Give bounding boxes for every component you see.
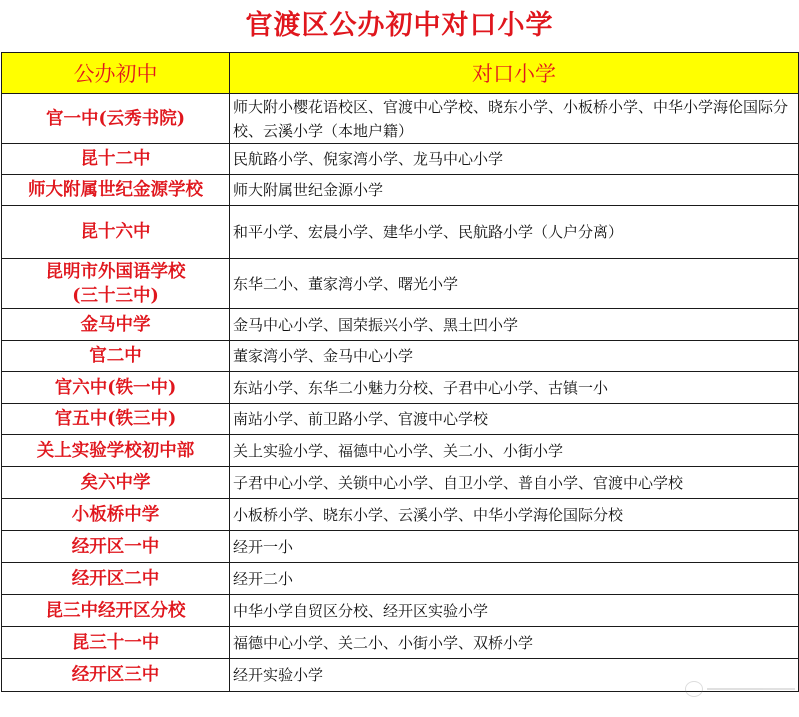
middle-school-cell [2, 309, 230, 341]
primary-school-list: 师大附属世纪金源小学 [230, 175, 799, 206]
middle-school-cell [2, 563, 230, 595]
middle-school-name: 昆三十一中 [71, 632, 160, 653]
table-row [2, 435, 799, 467]
middle-school-name: 昆十二中 [80, 149, 151, 169]
middle-school-cell [2, 499, 230, 531]
primary-school-list: 东站小学、东华二小魅力分校、子君中心小学、古镇一小 [230, 372, 799, 404]
page-title: 官渡区公办初中对口小学 [245, 10, 554, 41]
table-row [2, 144, 799, 175]
table-header-row [2, 53, 799, 94]
middle-school-name: 昆十六中 [80, 222, 151, 242]
primary-school-list: 民航路小学、倪家湾小学、龙马中心小学 [230, 144, 799, 175]
table-row [2, 627, 799, 659]
middle-school-name: 师大附属世纪金源学校 [28, 180, 203, 200]
middle-school-cell [2, 467, 230, 499]
middle-school-name: 官一中(云秀书院) [45, 108, 186, 129]
primary-school-list: 金马中心小学、国荣振兴小学、黑土凹小学 [230, 309, 799, 341]
primary-school-list: 董家湾小学、金马中心小学 [230, 341, 799, 372]
table-row [2, 404, 799, 435]
middle-school-name: 官五中(铁三中) [54, 409, 177, 429]
middle-school-cell [2, 531, 230, 563]
table-row [2, 467, 799, 499]
middle-school-cell [2, 404, 230, 435]
primary-school-list: 师大附小樱花语校区、官渡中心学校、晓东小学、小板桥小学、中华小学海伦国际分校、云溪小学（本地户籍） [230, 94, 799, 144]
primary-school-list: 经开一小 [230, 531, 799, 563]
primary-school-list: 南站小学、前卫路小学、官渡中心学校 [230, 404, 799, 435]
middle-school-cell [2, 341, 230, 372]
primary-school-list: 经开实验小学 [230, 659, 799, 692]
middle-school-name: 昆三中经开区分校 [45, 600, 186, 621]
table-body [2, 94, 799, 692]
middle-school-cell [2, 659, 230, 692]
table-row [2, 659, 799, 692]
middle-school-name: 官六中(铁一中) [54, 377, 177, 398]
middle-school-name: 矣六中学 [80, 472, 151, 493]
primary-school-list: 经开二小 [230, 563, 799, 595]
table-row [2, 206, 799, 259]
table-row [2, 341, 799, 372]
middle-school-cell [2, 144, 230, 175]
primary-school-list: 福德中心小学、关二小、小街小学、双桥小学 [230, 627, 799, 659]
middle-school-cell [2, 175, 230, 206]
middle-school-cell [2, 595, 230, 627]
table-row [2, 372, 799, 404]
table-row [2, 259, 799, 309]
header-col-middle-school: 公办初中 [2, 53, 230, 94]
header-col-primary-school: 对口小学 [230, 53, 799, 94]
primary-school-list: 和平小学、宏晨小学、建华小学、民航路小学（人户分离） [230, 206, 799, 259]
middle-school-name: 小板桥中学 [71, 504, 160, 525]
table-row [2, 175, 799, 206]
middle-school-cell [2, 372, 230, 404]
primary-school-list: 中华小学自贸区分校、经开区实验小学 [230, 595, 799, 627]
middle-school-name: 经开区二中 [71, 568, 160, 589]
middle-school-cell [2, 206, 230, 259]
middle-school-cell [2, 94, 230, 144]
primary-school-list: 小板桥小学、晓东小学、云溪小学、中华小学海伦国际分校 [230, 499, 799, 531]
table-row [2, 309, 799, 341]
middle-school-name: 经开区三中 [71, 665, 160, 685]
primary-school-list: 关上实验小学、福德中心小学、关二小、小街小学 [230, 435, 799, 467]
middle-school-cell [2, 627, 230, 659]
middle-school-cell [2, 435, 230, 467]
table-row [2, 595, 799, 627]
table-row [2, 531, 799, 563]
middle-school-name: 经开区一中 [71, 536, 160, 557]
middle-school-name: 关上实验学校初中部 [36, 440, 195, 461]
primary-school-list: 东华二小、董家湾小学、曙光小学 [230, 259, 799, 309]
school-table [1, 52, 799, 692]
table-row [2, 499, 799, 531]
table-row [2, 94, 799, 144]
middle-school-name: 金马中学 [80, 314, 151, 335]
middle-school-cell [2, 259, 230, 309]
middle-school-name: (三十三中) [72, 285, 159, 306]
table-row [2, 563, 799, 595]
middle-school-name: 官二中 [89, 346, 142, 366]
primary-school-list: 子君中心小学、关锁中心小学、自卫小学、普自小学、官渡中心学校 [230, 467, 799, 499]
middle-school-name: 昆明市外国语学校 [45, 261, 186, 282]
